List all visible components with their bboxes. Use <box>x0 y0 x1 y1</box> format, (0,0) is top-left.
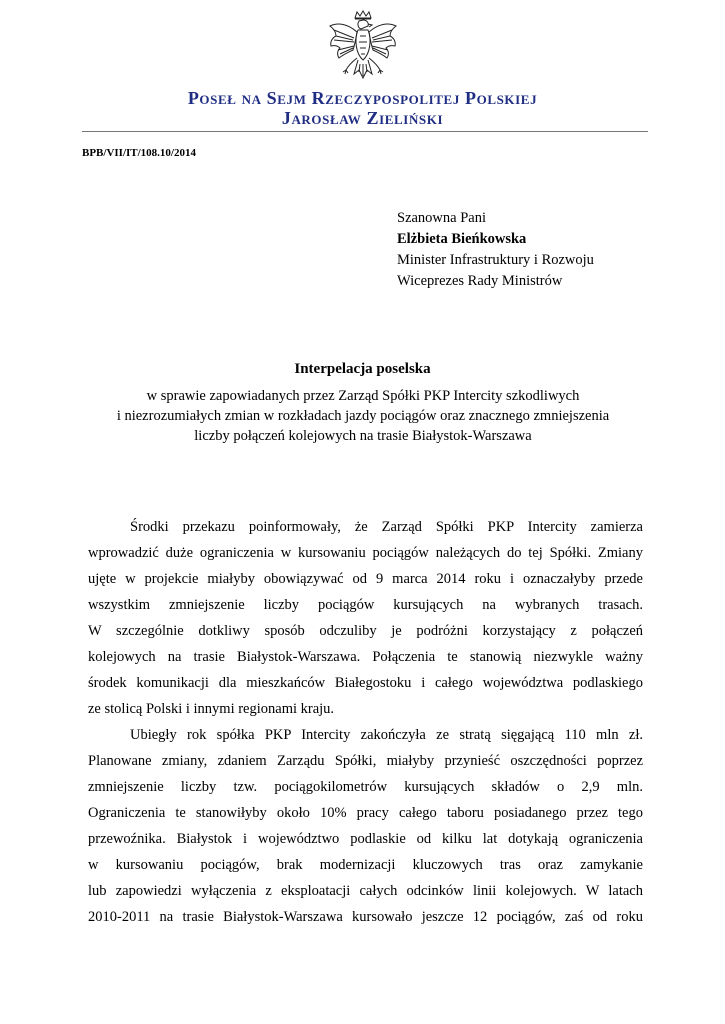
body-line: ze stolicą Polski i innymi regionami kraju. <box>88 701 335 717</box>
paragraph-1 <box>88 514 643 722</box>
body-line: ujęte w projekcie miałyby obowiązywać od 9 marca 2014 roku i oznaczałyby przede <box>88 571 643 587</box>
body-line: Ograniczenia te stanowiłyby około 10% pracy całego taboru posiadanego przez tego <box>88 805 643 821</box>
body-line: wszystkim zmniejszenie liczby pociągów kursujących na wybranych trasach. <box>88 597 643 613</box>
body-line: W szczególnie dotkliwy sposób odczuliby je podróżni korzystający z połączeń <box>88 623 643 639</box>
document-subject <box>82 386 644 446</box>
addressee-salutation: Szanowna Pani <box>397 210 486 226</box>
addressee-name: Elżbieta Bieńkowska <box>397 231 527 247</box>
body-line: wprowadzić duże ograniczenia w kursowaniu pociągów należących do tej Spółki. Zmiany <box>88 545 643 561</box>
body-line: lub zapowiedzi wyłączenia z eksploatacji całych odcinków linii kolejowych. W latach <box>88 883 643 899</box>
header-title-line1: Poseł na Sejm Rzeczypospolitej Polskiej <box>187 88 538 108</box>
addressee-role-2: Wiceprezes Rady Ministrów <box>397 273 563 289</box>
polish-eagle-emblem <box>324 10 402 90</box>
paragraph-2 <box>88 722 643 930</box>
body-line: w kursowaniu pociągów, brak modernizacji kluczowych tras oraz zamykanie <box>88 857 643 873</box>
header-title-line2: Jarosław Zieliński <box>281 108 444 128</box>
body-line: Środki przekazu poinformowały, że Zarząd Spółki PKP Intercity zamierza <box>130 519 643 535</box>
body-line: kolejowych na trasie Białystok-Warszawa. Połączenia te stanowią niezwykle ważny <box>88 649 643 665</box>
body-line: przewoźnika. Białystok i województwo podlaskie od kilku lat dotykają ograniczenia <box>88 831 643 847</box>
letter-body <box>88 514 643 930</box>
reference-number: BPB/VII/IT/108.10/2014 <box>82 147 196 159</box>
body-line: zmniejszenie liczby tzw. pociągokilometrów kursujących składów o 2,9 mln. <box>88 779 643 795</box>
body-line: 2010-2011 na trasie Białystok-Warszawa kursowało jeszcze 12 pociągów, zaś od roku <box>88 909 643 925</box>
body-line: Ubiegły rok spółka PKP Intercity zakończyła ze stratą sięgającą 110 mln zł. <box>130 727 643 743</box>
addressee-role-1: Minister Infrastruktury i Rozwoju <box>397 252 594 268</box>
subject-line: i niezrozumiałych zmian w rozkładach jazdy pociągów oraz znacznego zmniejszenia <box>116 408 610 424</box>
body-line: Planowane zmiany, zdaniem Zarządu Spółki, miałyby przynieść oszczędności poprzez <box>88 753 643 769</box>
subject-line: liczby połączeń kolejowych na trasie Białystok-Warszawa <box>194 428 532 444</box>
body-line: środek komunikacji dla mieszkańców Białegostoku i całego województwa podlaskiego <box>88 675 643 691</box>
subject-line: w sprawie zapowiadanych przez Zarząd Spółki PKP Intercity szkodliwych <box>146 388 580 404</box>
header-divider <box>82 131 648 132</box>
addressee-block <box>397 208 594 292</box>
document-title: Interpelacja poselska <box>294 361 431 377</box>
